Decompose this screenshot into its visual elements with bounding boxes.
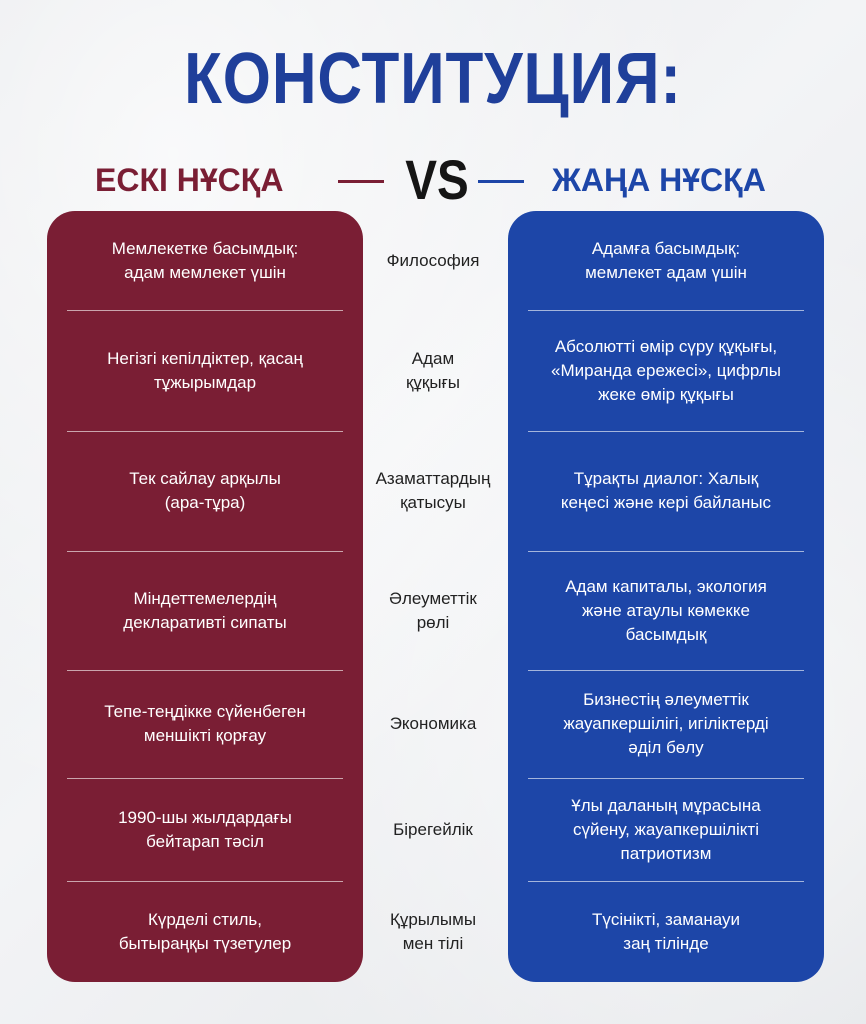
old-version-cell: Тепе-теңдікке сүйенбеген меншікті қорғау [104, 702, 306, 745]
category-label: Құрылымы мен тілі [389, 909, 477, 953]
category-label: Философия [386, 250, 480, 270]
category-label: Экономика [389, 714, 477, 733]
old-version-cell: Тек сайлау арқылы (ара-тұра) [129, 469, 281, 512]
new-version-cell: Ұлы даланың мұрасына сүйену, жауапкершілікті патриотизм [571, 795, 761, 863]
new-version-cell: Адам капиталы, экология және атаулы көмекке басымдық [565, 576, 767, 644]
new-version-cell: Бизнестің әлеуметтік жауапкершілігі, игіліктерді әділ бөлу [563, 690, 769, 757]
new-version-cell: Түсінікті, заманауи заң тілінде [591, 909, 740, 953]
old-version-cell: Мемлекетке басымдық: адам мемлекет үшін [111, 238, 299, 282]
category-label: Адам құқығы [405, 348, 460, 392]
new-version-panel [508, 211, 824, 982]
old-version-panel [47, 211, 363, 982]
old-version-cell: 1990-шы жылдардағы бейтарап тәсіл [118, 807, 292, 851]
old-version-cell: Негізгі кепілдіктер, қасаң тұжырымдар [107, 348, 303, 392]
old-version-header: ЕСКІ НҰСҚА [95, 162, 284, 198]
vs-label: VS [405, 148, 469, 211]
old-version-cell: Күрделі стиль, бытыраңқы түзетулер [118, 909, 292, 953]
category-label: Бірегейлік [393, 819, 473, 839]
category-label: Азаматтардың қатысуы [375, 469, 491, 512]
old-version-cell: Міндеттемелердің декларативті сипаты [123, 588, 287, 632]
divider-left [338, 180, 384, 183]
new-version-header: ЖАҢА НҰСҚА [552, 162, 766, 198]
divider-right [478, 180, 524, 183]
new-version-cell: Адамға басымдық: мемлекет адам үшін [585, 238, 747, 282]
new-version-cell: Тұрақты диалог: Халық кеңесі және кері байланыс [560, 469, 772, 512]
new-version-cell: Абсолютті өмір сүру құқығы, «Миранда ережесі», цифрлы жеке өмір құқығы [551, 336, 781, 404]
category-label: Әлеуметтік рөлі [389, 588, 477, 632]
page-title: КОНСТИТУЦИЯ: [184, 39, 682, 119]
